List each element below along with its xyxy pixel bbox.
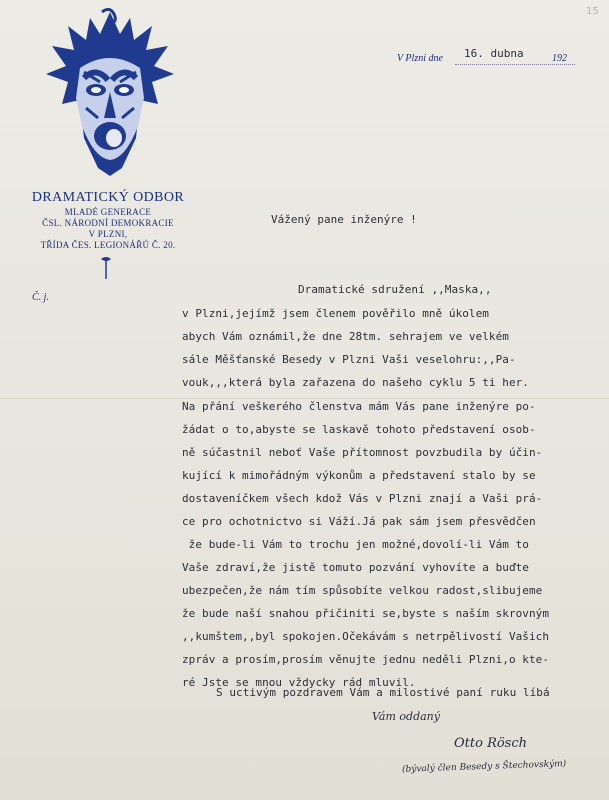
body-line: Vaše zdraví,že jistě tomuto pozvání vyhovíte a buďte: [182, 561, 529, 574]
org-line: TŘÍDA ČES. LEGIONÁŘŮ Č. 20.: [40, 240, 176, 250]
handwritten-note: (bývalý člen Besedy s Štechovským): [401, 759, 567, 775]
pencil-page-mark: 15: [586, 6, 599, 17]
handwritten-signature: Otto Rösch: [454, 736, 528, 751]
body-line: sále Měšťanské Besedy v Plzni Vaši veselohru:,,Pa-: [182, 353, 516, 366]
org-line: V PLZNI,: [88, 229, 128, 239]
body-line: že bude-li Vám to trochu jen možné,dovolí-li Vám to: [182, 538, 529, 551]
paper-fold: [0, 398, 609, 399]
body-line: abych Vám oznámil,že dne 28tm. sehrajem ve velkém: [182, 330, 509, 343]
body-line: zpráv a prosím,prosím věnujte jednu neděli Plzni,o kte-: [182, 653, 549, 666]
date-dotted-line: [455, 64, 575, 65]
date-day: 16. dubna: [464, 47, 524, 60]
date-year: 192: [552, 53, 567, 64]
dateline-prefix: V Plzni dne: [397, 53, 443, 64]
body-line: v Plzni,jejímž jsem členem pověřilo mně úkolem: [182, 307, 489, 320]
org-name: DRAMATICKÝ ODBOR: [31, 190, 185, 205]
theatre-mask-logo: [40, 8, 180, 180]
handwritten-closing: Vám oddaný: [372, 710, 440, 723]
body-line: S uctivým pozdravem Vám a milostivé paní ruku líbá: [216, 686, 550, 699]
body-line: ce pro ochotnictvo si Váží.Já pak sám jsem přesvědčen: [182, 515, 536, 528]
pin-ornament-icon: [99, 255, 113, 281]
body-line: ubezpečen,že nám tím spůsobíte velkou radost,slibujeme: [182, 584, 543, 597]
reference-label: Č. j.: [32, 292, 49, 303]
body-line: ,,kumštem,,byl spokojen.Očekávám s netrpělivostí Vašich: [182, 630, 549, 643]
org-line: MLADÉ GENERACE: [64, 207, 152, 217]
org-line: ČSL. NÁRODNÍ DEMOKRACIE: [42, 218, 174, 228]
body-line: ně súčastnil neboť Vaše přítomnost povzbudila by účin-: [182, 446, 543, 459]
body-line: dostaveníčkem všech kdož Vás v Plzni znají a Vaši prá-: [182, 492, 543, 505]
body-line: žádat o to,abyste se laskavě tohoto představení osob-: [182, 423, 536, 436]
greeting: Vážený pane inženýre !: [271, 213, 417, 226]
body-line: vouk,,,která byla zařazena do našeho cyklu 5 ti her.: [182, 376, 529, 389]
body-line: Na přání veškerého členstva mám Vás pane inženýre po-: [182, 400, 536, 413]
body-line: ré Jste se mnou vždycky rád mluvil.: [182, 676, 416, 689]
body-line: Dramatické sdružení ,,Maska,,: [298, 283, 492, 296]
body-line: že bude naší snahou přičiniti se,byste s naším skrovným: [182, 607, 549, 620]
body-line: kující k mimořádným výkonům a představení stalo by se: [182, 469, 536, 482]
